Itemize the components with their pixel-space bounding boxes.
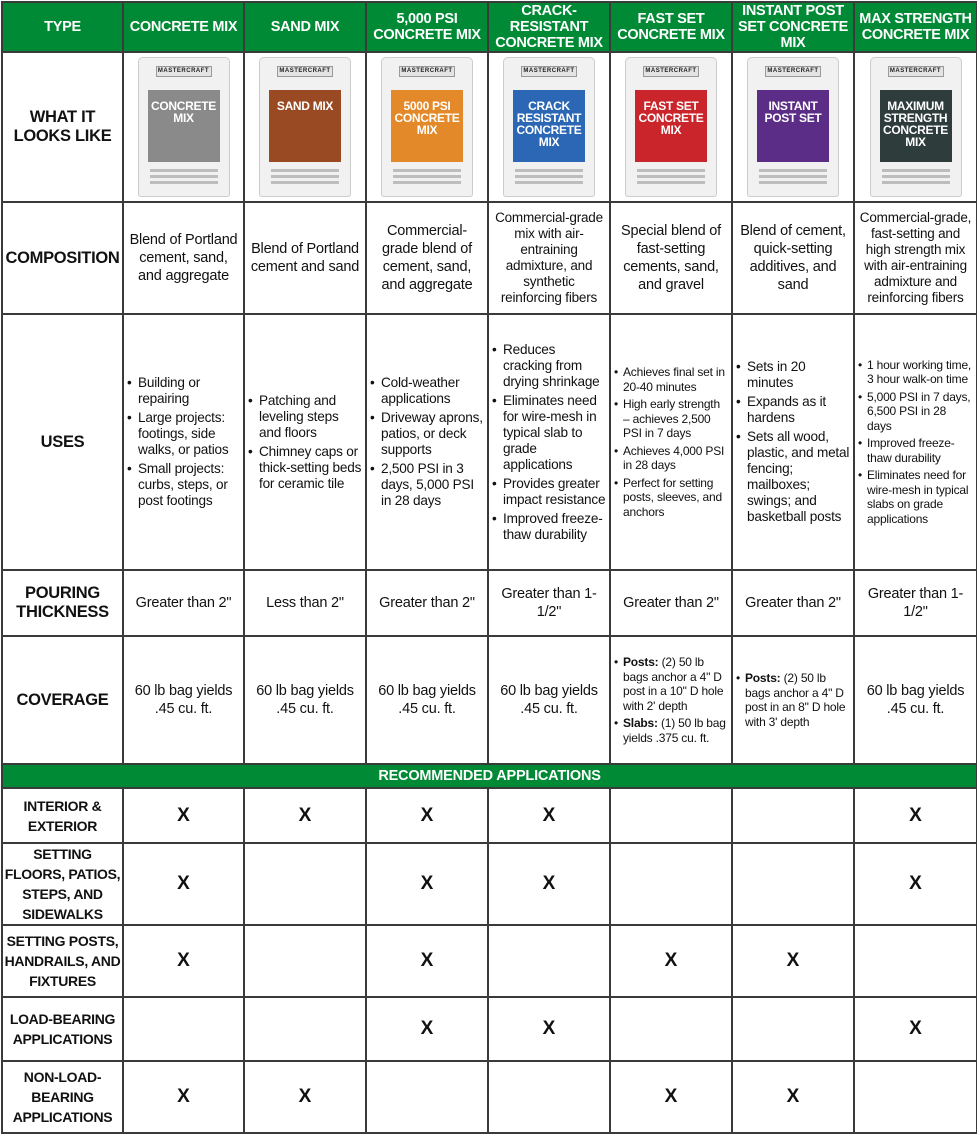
bag-brand-label: MASTERCRAFT (643, 66, 699, 77)
recommended-mark: X (854, 843, 977, 925)
bag-fine-print (515, 175, 583, 178)
coverage-cell: 60 lb bag yields .45 cu. ft. (366, 636, 488, 764)
empty-cell (244, 925, 366, 997)
product-image-cell (854, 52, 977, 202)
product-image-cell (244, 52, 366, 202)
recommended-mark: X (610, 925, 732, 997)
pouring-thickness-cell: Greater than 2" (732, 570, 854, 636)
coverage-item-lead: Posts: (745, 671, 781, 685)
application-label: SETTING FLOORS, PATIOS, STEPS, AND SIDEWALKS (2, 843, 123, 925)
composition-row (2, 202, 977, 314)
composition-cell: Commercial-grade mix with air-entraining admixture, and synthetic reinforcing fibers (488, 202, 610, 314)
application-label: INTERIOR & EXTERIOR (2, 788, 123, 843)
coverage-cell (610, 636, 732, 764)
recommended-mark: X (123, 843, 244, 925)
row-label: POURING THICKNESS (2, 570, 123, 636)
pouring-row (2, 570, 977, 636)
uses-item: • 2,500 PSI in 3 days, 5,000 PSI in 28 days (370, 461, 484, 509)
uses-cell (366, 314, 488, 570)
product-image-cell (732, 52, 854, 202)
bag-color-panel (635, 90, 707, 162)
empty-cell (732, 997, 854, 1061)
product-bag-image (138, 57, 230, 197)
composition-cell: Blend of Portland cement, sand, and aggregate (123, 202, 244, 314)
bag-fine-print (882, 175, 950, 178)
bag-fine-print (393, 181, 461, 184)
uses-cell (610, 314, 732, 570)
recommended-mark: X (732, 925, 854, 997)
uses-item: • 5,000 PSI in 7 days, 6,500 PSI in 28 days (858, 390, 973, 434)
coverage-item-lead: Posts: (623, 655, 659, 669)
uses-list (858, 358, 973, 527)
coverage-item (614, 655, 728, 713)
bag-fine-print (271, 181, 339, 184)
bag-fine-print (882, 169, 950, 172)
composition-cell: Commercial-grade blend of cement, sand, and aggregate (366, 202, 488, 314)
uses-list (614, 365, 728, 519)
empty-cell (488, 1061, 610, 1133)
recommended-mark: X (366, 843, 488, 925)
application-label: SETTING POSTS, HANDRAILS, AND FIXTURES (2, 925, 123, 997)
product-header: INSTANT POST SET CONCRETE MIX (732, 2, 854, 52)
product-image-cell (366, 52, 488, 202)
recommended-mark: X (366, 997, 488, 1061)
uses-cell (732, 314, 854, 570)
uses-item: • Eliminates need for wire-mesh in typical slabs on grade applications (858, 468, 973, 526)
recommended-mark: X (123, 925, 244, 997)
uses-item: • Chimney caps or thick-setting beds for ceramic tile (248, 444, 362, 492)
bag-product-name: CONCRETE MIX (151, 99, 216, 125)
product-header: MAX STRENGTH CONCRETE MIX (854, 2, 977, 52)
uses-item: • Cold-weather applications (370, 375, 484, 407)
product-header: CRACK-RESISTANT CONCRETE MIX (488, 2, 610, 52)
coverage-item-text: (2) 50 lb bags anchor a 4" D post in a 10" D hole with 2' depth (623, 655, 724, 713)
product-bag-image (503, 57, 595, 197)
uses-item: • Patching and leveling steps and floors (248, 393, 362, 441)
composition-cell: Special blend of fast-setting cements, sand, and gravel (610, 202, 732, 314)
uses-item: • Provides greater impact resistance (492, 476, 606, 508)
empty-cell (488, 925, 610, 997)
pouring-thickness-cell: Greater than 1-1/2" (488, 570, 610, 636)
product-bag-image (625, 57, 717, 197)
uses-item: • Achieves final set in 20-40 minutes (614, 365, 728, 394)
uses-item: • Sets all wood, plastic, and metal fencing; mailboxes; swings; and basketball posts (736, 429, 850, 525)
row-label: USES (2, 314, 123, 570)
bag-brand-label: MASTERCRAFT (765, 66, 821, 77)
recommended-mark: X (488, 788, 610, 843)
uses-row (2, 314, 977, 570)
uses-item: • Small projects: curbs, steps, or post footings (127, 461, 240, 509)
empty-cell (123, 997, 244, 1061)
bag-product-name: MAXIMUM STRENGTH CONCRETE MIX (883, 99, 948, 149)
pouring-thickness-cell: Greater than 2" (366, 570, 488, 636)
coverage-cell: 60 lb bag yields .45 cu. ft. (488, 636, 610, 764)
bag-color-panel (148, 90, 220, 162)
type-header: TYPE (2, 2, 123, 52)
coverage-item-text: (1) 50 lb bag yields .375 cu. ft. (623, 716, 726, 745)
uses-cell (123, 314, 244, 570)
uses-item: • Improved freeze-thaw durability (492, 511, 606, 543)
product-header: FAST SET CONCRETE MIX (610, 2, 732, 52)
empty-cell (610, 843, 732, 925)
bag-fine-print (271, 169, 339, 172)
empty-cell (732, 788, 854, 843)
empty-cell (854, 1061, 977, 1133)
recommended-row (2, 925, 977, 997)
bag-color-panel (513, 90, 585, 162)
bag-brand-label: MASTERCRAFT (156, 66, 212, 77)
uses-list (370, 375, 484, 509)
recommended-row (2, 1061, 977, 1133)
composition-cell: Commercial-grade, fast-setting and high strength mix with air-entraining admixture and reinforcing fibers (854, 202, 977, 314)
coverage-item-lead: Slabs: (623, 716, 658, 730)
uses-item: • 1 hour working time, 3 hour walk-on time (858, 358, 973, 387)
bag-color-panel (269, 90, 341, 162)
uses-list (492, 342, 606, 543)
recommended-row (2, 788, 977, 843)
coverage-item (614, 716, 728, 745)
coverage-row (2, 636, 977, 764)
recommended-mark: X (366, 925, 488, 997)
bag-brand-label: MASTERCRAFT (888, 66, 944, 77)
uses-list (736, 359, 850, 525)
bag-fine-print (150, 169, 218, 172)
bag-brand-label: MASTERCRAFT (277, 66, 333, 77)
bag-product-name: CRACK RESISTANT CONCRETE MIX (516, 99, 582, 149)
recommended-banner: RECOMMENDED APPLICATIONS (2, 764, 977, 788)
uses-item: • Sets in 20 minutes (736, 359, 850, 391)
bag-fine-print (150, 181, 218, 184)
bag-fine-print (759, 175, 827, 178)
bag-color-panel (391, 90, 463, 162)
empty-cell (610, 788, 732, 843)
uses-item: • Achieves 4,000 PSI in 28 days (614, 444, 728, 473)
composition-cell: Blend of cement, quick-setting additives, and sand (732, 202, 854, 314)
uses-item: • Building or repairing (127, 375, 240, 407)
coverage-item (736, 671, 850, 729)
pouring-thickness-cell: Greater than 2" (123, 570, 244, 636)
row-label: COMPOSITION (2, 202, 123, 314)
uses-item: • Expands as it hardens (736, 394, 850, 426)
recommended-mark: X (123, 1061, 244, 1133)
bag-fine-print (637, 169, 705, 172)
uses-item: • Improved freeze-thaw durability (858, 436, 973, 465)
bag-product-name: SAND MIX (276, 99, 334, 113)
bag-product-name: INSTANT POST SET (764, 99, 822, 125)
pouring-thickness-cell: Greater than 1-1/2" (854, 570, 977, 636)
bag-fine-print (393, 175, 461, 178)
coverage-item-text: (2) 50 lb bags anchor a 4" D post in an 8" D hole with 3' depth (745, 671, 846, 729)
recommended-mark: X (366, 788, 488, 843)
coverage-cell (732, 636, 854, 764)
uses-item: • High early strength – achieves 2,500 PSI in 7 days (614, 397, 728, 441)
uses-list (248, 393, 362, 492)
bag-fine-print (759, 169, 827, 172)
coverage-cell: 60 lb bag yields .45 cu. ft. (244, 636, 366, 764)
recommended-row (2, 997, 977, 1061)
composition-cell: Blend of Portland cement and sand (244, 202, 366, 314)
bag-fine-print (637, 175, 705, 178)
pouring-thickness-cell: Less than 2" (244, 570, 366, 636)
recommended-mark: X (244, 788, 366, 843)
bag-product-name: 5000 PSI CONCRETE MIX (394, 99, 460, 137)
recommended-mark: X (610, 1061, 732, 1133)
empty-cell (366, 1061, 488, 1133)
recommended-mark: X (488, 843, 610, 925)
recommended-mark: X (854, 997, 977, 1061)
bag-fine-print (515, 169, 583, 172)
recommended-mark: X (732, 1061, 854, 1133)
product-bag-image (870, 57, 962, 197)
recommended-mark: X (244, 1061, 366, 1133)
bag-fine-print (150, 175, 218, 178)
uses-cell (854, 314, 977, 570)
product-bag-image (259, 57, 351, 197)
recommended-mark: X (123, 788, 244, 843)
coverage-cell: 60 lb bag yields .45 cu. ft. (123, 636, 244, 764)
recommended-banner-row (2, 764, 977, 788)
bag-brand-label: MASTERCRAFT (399, 66, 455, 77)
bag-fine-print (393, 169, 461, 172)
looks-row (2, 52, 977, 202)
product-image-cell (123, 52, 244, 202)
bag-fine-print (515, 181, 583, 184)
uses-cell (244, 314, 366, 570)
row-label: COVERAGE (2, 636, 123, 764)
bag-fine-print (271, 175, 339, 178)
recommended-mark: X (488, 997, 610, 1061)
product-bag-image (381, 57, 473, 197)
empty-cell (244, 843, 366, 925)
coverage-list (736, 671, 850, 729)
product-comparison-table (1, 1, 977, 1134)
pouring-thickness-cell: Greater than 2" (610, 570, 732, 636)
uses-item: • Eliminates need for wire-mesh in typical slab to grade applications (492, 393, 606, 473)
empty-cell (732, 843, 854, 925)
product-header: 5,000 PSI CONCRETE MIX (366, 2, 488, 52)
uses-list (127, 375, 240, 509)
uses-item: • Perfect for setting posts, sleeves, and anchors (614, 476, 728, 520)
application-label: LOAD-BEARING APPLICATIONS (2, 997, 123, 1061)
bag-fine-print (759, 181, 827, 184)
row-label: WHAT IT LOOKS LIKE (2, 52, 123, 202)
bag-color-panel (757, 90, 829, 162)
uses-cell (488, 314, 610, 570)
coverage-cell: 60 lb bag yields .45 cu. ft. (854, 636, 977, 764)
bag-product-name: FAST SET CONCRETE MIX (638, 99, 704, 137)
application-label: NON-LOAD-BEARING APPLICATIONS (2, 1061, 123, 1133)
product-image-cell (610, 52, 732, 202)
bag-fine-print (882, 181, 950, 184)
product-header: SAND MIX (244, 2, 366, 52)
empty-cell (244, 997, 366, 1061)
uses-item: • Driveway aprons, patios, or deck supports (370, 410, 484, 458)
recommended-mark: X (854, 788, 977, 843)
empty-cell (610, 997, 732, 1061)
product-header: CONCRETE MIX (123, 2, 244, 52)
uses-item: • Large projects: footings, side walks, or patios (127, 410, 240, 458)
coverage-list (614, 655, 728, 745)
header-row (2, 2, 977, 52)
empty-cell (854, 925, 977, 997)
bag-fine-print (637, 181, 705, 184)
product-bag-image (747, 57, 839, 197)
bag-color-panel (880, 90, 952, 162)
product-image-cell (488, 52, 610, 202)
recommended-row (2, 843, 977, 925)
uses-item: • Reduces cracking from drying shrinkage (492, 342, 606, 390)
bag-brand-label: MASTERCRAFT (521, 66, 577, 77)
